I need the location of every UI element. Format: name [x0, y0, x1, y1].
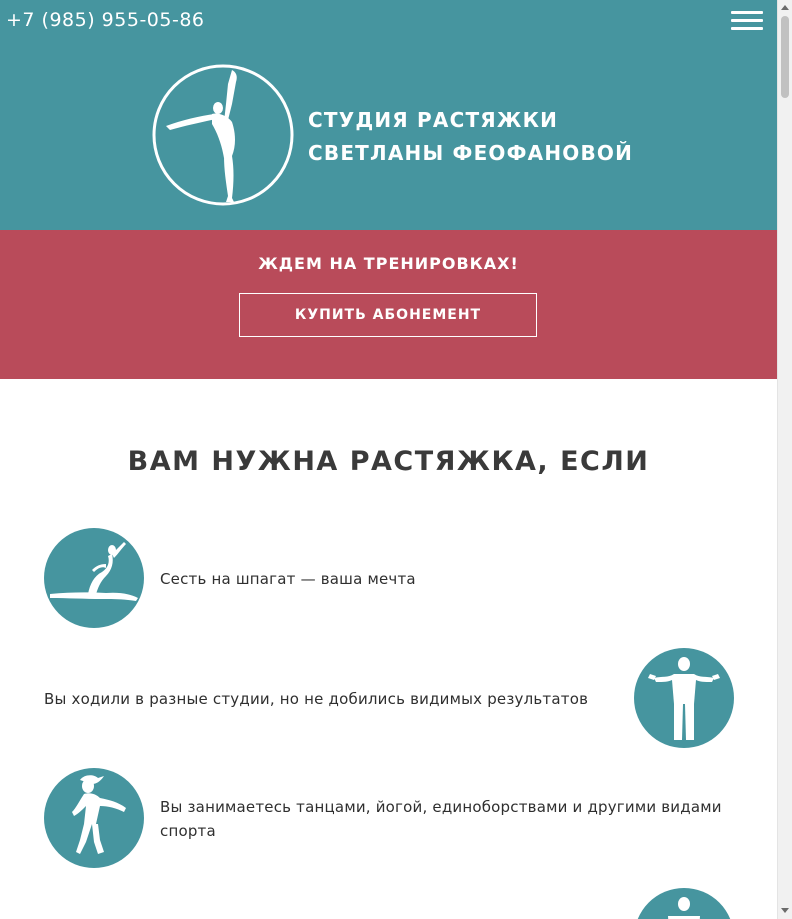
split-pose-icon — [44, 528, 144, 628]
scroll-up-icon[interactable] — [781, 5, 789, 10]
reason-text-1: Сесть на шпагат — ваша мечта — [160, 570, 416, 588]
section-title: ВАМ НУЖНА РАСТЯЖКА, ЕСЛИ — [127, 446, 650, 477]
scroll-down-icon[interactable] — [781, 908, 789, 913]
site-header — [0, 0, 777, 230]
person-icon — [634, 888, 734, 919]
promo-banner — [0, 230, 777, 379]
brand-title — [308, 104, 633, 170]
dancer-silhouette-logo — [152, 64, 294, 206]
brand-line-1: СТУДИЯ РАСТЯЖКИ — [308, 108, 559, 132]
dancer-jump-icon — [44, 768, 144, 868]
reason-text-3: Вы занимаетесь танцами, йогой, единоборствами и другими видами спорта — [160, 798, 722, 840]
page-scrollbar[interactable] — [777, 0, 792, 919]
hamburger-menu-icon[interactable] — [731, 10, 763, 32]
promo-title: ЖДЕМ НА ТРЕНИРОВКАХ! — [258, 254, 519, 273]
phone-link[interactable]: +7 (985) 955-05-86 — [6, 9, 205, 31]
brand-line-2: СВЕТЛАНЫ ФЕОФАНОВОЙ — [308, 141, 634, 165]
buy-subscription-button[interactable]: КУПИТЬ АБОНЕМЕНТ — [239, 293, 537, 337]
reason-text-2: Вы ходили в разные студии, но не добились видимых результатов — [44, 690, 589, 708]
scroll-thumb[interactable] — [781, 16, 789, 98]
shrugging-man-icon — [634, 648, 734, 748]
